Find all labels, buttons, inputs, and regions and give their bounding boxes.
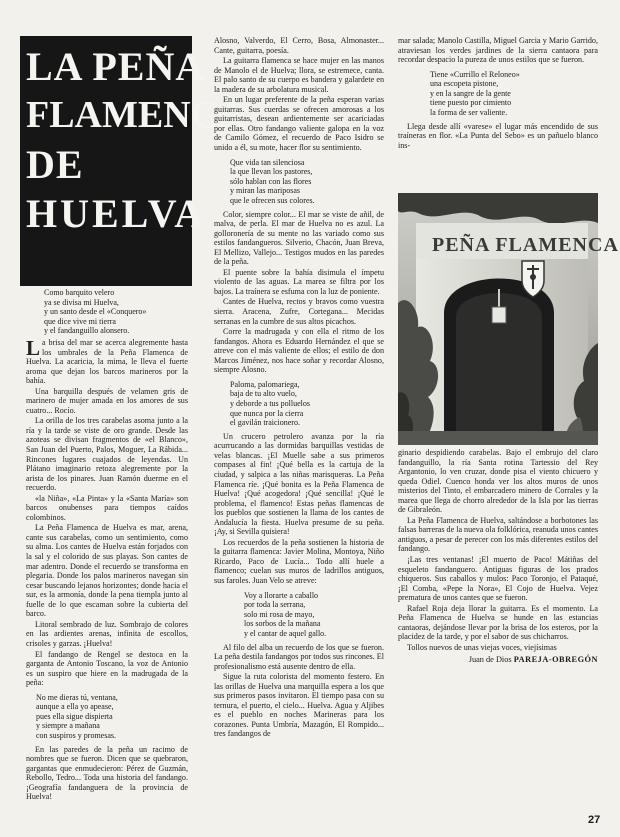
- col1-paragraph-2: Una barquilla después de velamen gris de marinero de mujer amada en los amores de sus cuatro... Rocío.: [26, 386, 188, 415]
- col3-paragraph-6: Rafael Roja deja llorar la guitarra. Es el momento. La Peña Flamenca de Huelva se hunde en las estancias cantaoras, dejándose llevar por la brisa de los esteros, por la placidez de la tarde, y por el sabor de sus chicharros.: [398, 603, 598, 642]
- drop-cap: L: [26, 336, 41, 360]
- col2-verse-3: Voy a llorarte a caballo por toda la serrana, solo mi rosa de mayo, los sorbos de la mañana y el cantar de aquel gallo.: [244, 590, 327, 638]
- col2-paragraph-1: Alosno, Valverdo, El Cerro, Bosa, Almonaster... Cante, guitarra, poesía.: [214, 36, 384, 55]
- signature-label: Juan de Dios: [468, 655, 512, 665]
- col3-verse: Tiene «Currillo el Reloneo» una escopeta pistone, y en la sangre de la gente tiene puesto por cimiento la forma de ser valiente.: [430, 69, 520, 118]
- intro-verse: Como barquito velero ya se divisa mi Huelva, y un santo desde el «Conquero» que dice vive mi tierra y el fandanguillo alonsero.: [44, 288, 147, 336]
- col1-paragraph-1: [26, 338, 188, 386]
- author-signature: [398, 655, 598, 664]
- column-2: [214, 36, 384, 822]
- col1-verse: No me dieras tú, ventana, aunque a ella yo apease, pues ella sigue dispierta y siempre a mañana con suspiros y promesas.: [36, 692, 118, 741]
- col2-paragraph-5: El puente sobre la bahía disimula el ímpetu violento de las aguas. La marea se filtra por los bajos. La traínera se esfuma con la luz de poniente.: [214, 267, 384, 296]
- title-line-4: HUELVA: [26, 191, 207, 236]
- col2-paragraph-10: Al filo del alba un recuerdo de los que se fueron. La peña destila fandangos por todos sus rincones. El profesionalismo está ausente dentro de ella.: [214, 642, 384, 671]
- column-3-bottom: [398, 448, 598, 814]
- col1-paragraph-8: En las paredes de la peña un racimo de nombres que se fueron. Dicen que se quebraron, gargantas que enmudecieron: Pérez de Guzmán, Rebollo, Tedro... Toda una historia del fandango. ¡Geografía fandanguera de la provincia de Huelva!: [26, 744, 188, 802]
- col2-paragraph-6: Cantes de Huelva, rectos y bravos como vuestra sierra. Aracena, Zufre, Cortegana... Mecidas serranas en la cumbre de sus altos picachos.: [214, 297, 384, 326]
- signature-name: PAREJA-OBREGÓN: [513, 655, 598, 665]
- col1-paragraph-5: La Peña Flamenca de Huelva es mar, arena, cante sus carabelas, como un sentimiento, como su alma. Los cantes de Huelva están forjados con la sal y el colorido de sus playas. Son cantes de mar adentro. Donde el recuerdo se transforma en plegaria. Donde los palos marineros navegan sin cesar buscando lejanos horizontes; donde hacia el sur, es la armonía, donde la pena tiempla junto al fuelle de lo que escaman sobre la cubierta del barco.: [26, 523, 188, 619]
- col3-paragraph-1: mar salada; Manolo Castilla, Miguel Garcia y Mario Garrido, atraviesan los verdes jardines de la sierra cantaora para recordar despacio la pureza de unos estilos que se fueron.: [398, 36, 598, 65]
- col2-paragraph-3: En un lugar preferente de la peña esperan varias guitarras. Sus cuerdas se ofrecen amorosas a los guitarristas, desean ardientemente ser acariciadas por ellas. Otro fandango valiente galopa en la voz de Camilo Gómez, el recuerdo de Paco Isidro se unido a él, su mote, hacer flor su sentimiento.: [214, 95, 384, 153]
- col3-paragraph-2: Llega desde allí «varese» el lugar más encendido de sus traíneras en flor. «La Punta del Sebo» es un pañuelo blanco ins-: [398, 121, 598, 150]
- col3-paragraph-5: ¡Las tres ventanas! ¡El muerto de Paco! Mátiñas del esqueleto fandanguero. Antiguas figuras de los prados chiqueros. Sus caballos y mulos: Paco Toronjo, el Pataqué, ¡El Comba, «Pepe la Nora», El Cojo de Huelva. Vejez prematura de unos cantes que se fueron.: [398, 555, 598, 603]
- title-line-1: LA PEÑA: [26, 44, 206, 89]
- title-block: [20, 36, 246, 286]
- col2-paragraph-2: La guitarra flamenca se hace mujer en las manos de Manolo el de Huelva; llora, se estremece, canta. El palo santo de su cuerpo es bandera y galardete en la madera de su arbolatura musical.: [214, 56, 384, 94]
- column-3-top: [398, 36, 598, 188]
- col2-paragraph-8: Un crucero petrolero avanza por la ría acurrucando a las dormidas barquillas vestidas de velas blancas. ¡El Muelle sabe a sus primeros compases al fin! ¡Qué bella es la cartuja de la ciudad, y salpica a las niñas marisqueras. La Peña Flamenca ríe. ¡Qué bonita es la Peña Flamenca de Huelva! ¡Qué acogedora! ¡Qué sencilla! ¡Qué le problema, el flamenco! Estas peñas flamencas de los pueblos que sostienen la llama de los cantes de Andalucía la fiesta. Huelva presume de su peña. ¡Ay, si Sevilla quisiera!: [214, 431, 384, 537]
- col2-paragraph-7: Corre la madrugada y con ella el ritmo de los fandangos. Ahora es Eduardo Hernández el que se atreve con el más valiente de ellos; el estilo de don Marcos Jiménez, nos hace soñar y recordar Alosno, siempre Alosno.: [214, 327, 384, 375]
- col3-paragraph-4: La Peña Flamenca de Huelva, saltándose a borbotones las falsas barreras de la nueva ola folklórica, reanuda unos cantes antiguos, a pesar de perecer con los más diferentes estilos del fandango.: [398, 515, 599, 554]
- col3-paragraph-3: ginario despidiendo carabelas. Bajo el embrujo del claro fandanguillo, la ría Santa rotina Tartessio del Rey Argantonio, lo ven cruzar, donde pisa el viento chicuero y queda Odiel. Cuenco honda ver los altos muros de unos misterios del Tinto, el embarcadero minero de Corrales y la marea que llega de chorro alrededor de la Isla por las tierras de Gibraleón.: [398, 448, 598, 515]
- peña-entrance-photo: [398, 193, 619, 445]
- col1-paragraph-6: Litoral sembrado de luz. Sombrajo de colores en las ardientes arenas, infinita de escollos, crisoles y garzas. ¡Huelva!: [26, 619, 188, 648]
- column-1: [26, 338, 188, 822]
- col1-paragraph-7: El fandango de Rengel se destoca en la garganta de Antonio Toscano, la voz de Antonio es un suspiro que hiere en la madrugada de la peña:: [26, 649, 188, 688]
- col3-paragraph-7: Tollos nuevos de unas viejas voces, viejísimas: [407, 642, 557, 652]
- col2-paragraph-4: Color, siempre color... El mar se viste de añil, de malva, de perla. El mar de Huelva no es azul. La golloronería de su mente no las variado como sus estilos fandangueros. Silverio, Chacón, Juan Breva, El Mellizo, Vallejo... Testigos mudos en las paredes de la peña.: [214, 209, 384, 267]
- photo-illustration: [398, 193, 619, 445]
- title-line-2: FLAMENCA: [26, 94, 246, 136]
- photo-sign-text: PEÑA FLAMENCA: [432, 234, 619, 256]
- col2-paragraph-11: Sigue la ruta colorista del momento festero. En las orillas de Huelva una marquilla espera a los que sus primeros pasos invitaron. El tiempo pasa con su ternura, el puerto, el cielo... Huelva. Agua y Aljibes es el pueblo en noches Marineras para los corazones. Punta Umbría, Mazagón, El Rompido... tres fandangos de: [214, 672, 384, 739]
- col1-paragraph-1-text: a brisa del mar se acerca alegremente hasta los umbrales de la Peña Flamenca de Huelva. La acaricia, la mima, le lleva el fuerte aroma que dejan los barcos marineros por la bahía.: [26, 338, 188, 386]
- col1-paragraph-3: La orilla de los tres carabelas asoma junto a la ría y la tarde se viste de oro grande. Desde las azoteas se divisan fragmentos de «el Blanco», San Juan del Puerto, Palos, Moguer, La Rábida... Rincones lugares cuajados de leyendas. Un Plátano imaginario retoza alegremente por la arista de los pinares. Juan Ramón duerme en el recuerdo.: [26, 416, 188, 493]
- col2-verse-1: Que vida tan silenciosa la que llevan los pastores, sólo hablan con las flores y miran las mariposas que le ofrecen sus colores.: [230, 157, 315, 205]
- title-line-3: DE: [26, 142, 84, 187]
- col2-verse-2: Paloma, palomariega, baja de tu alto vuelo, y deborde a tus polluelos que nunca por la cierra el gavilán traicionero.: [230, 379, 310, 428]
- page-number: 27: [588, 814, 601, 826]
- col2-paragraph-9: Los recuerdos de la peña sostienen la historia de la guitarra flamenca: Javier Molina, Montoya, Niño Ricardo, Paco de Lucía... Todo allí huele a flamenco; cuelan sus muros de ladrillos antiguos, sus faroles. Juan Velo se atreve:: [214, 537, 384, 585]
- col1-paragraph-4: «la Niña», «La Pinta» y la «Santa María» son barcos onubenses para tiempos caídos colombinos.: [26, 493, 188, 522]
